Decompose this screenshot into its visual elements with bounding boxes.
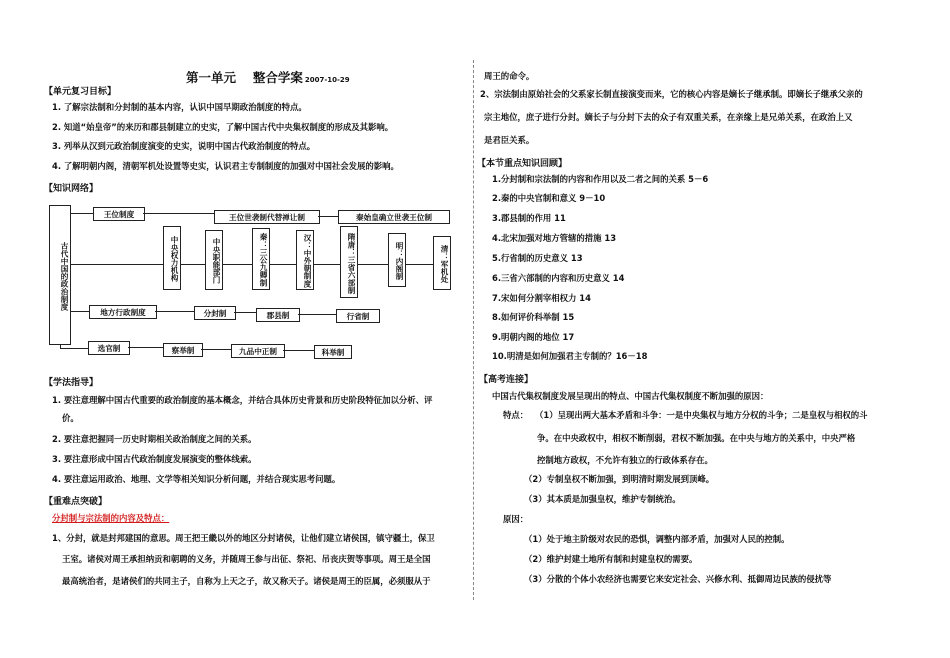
- review-item: 1.分封制和宗法制的内容和作用以及二者之间的关系 5－6: [492, 174, 709, 184]
- method-heading: 【学法指导】: [44, 378, 99, 388]
- local-box: 郡县制: [256, 308, 300, 322]
- exam-heading: 【高考连接】: [479, 375, 534, 385]
- network-heading: 【知识网络】: [44, 184, 99, 194]
- central-box: 中央权力机构: [163, 226, 181, 290]
- zongfa-line: 是君臣关系。: [484, 135, 535, 145]
- central-box: 明：内阁制: [388, 233, 406, 287]
- review-item: 8.如何评价科举制 15: [492, 312, 575, 322]
- review-heading: 【本节重点知识回顾】: [477, 159, 568, 169]
- feature-line: 争。在中央政权中，相权不断削弱，君权不断加强。在中央与地方的关系中，中央严格: [537, 433, 856, 443]
- connector-line: [234, 312, 256, 313]
- local-box: 分封制: [194, 306, 236, 320]
- connector-line: [60, 348, 88, 349]
- central-box: 中央职能部门: [205, 230, 223, 290]
- review-item: 6.三省六部制的内容和历史意义 14: [492, 273, 625, 283]
- official-box: 九品中正制: [231, 344, 285, 358]
- connector-line: [201, 349, 231, 350]
- method-item: 价。: [62, 413, 79, 423]
- review-item: 2.秦的中央官制和意义 9－10: [492, 193, 606, 203]
- reason-line: （2）维护封建土地所有制和封建皇权的需要。: [524, 554, 698, 564]
- connector-line: [71, 213, 93, 214]
- method-item: 3. 要注意形成中国古代政治制度发展演变的整体线索。: [52, 454, 257, 464]
- date: 2007-10-29: [304, 76, 350, 84]
- official-box: 选官制: [88, 341, 130, 355]
- central-box: 隋唐：三省六部制: [340, 226, 358, 298]
- key-subtitle: 分封制与宗法制的内容及特点：: [52, 513, 170, 523]
- goal-item: 3. 列举从汉到元政治制度演变的史实，说明中国古代政治制度的特点。: [52, 141, 316, 151]
- central-box: 清：军机处: [433, 236, 451, 290]
- exam-intro: 中国古代集权制度发展呈现出的特点、中国古代集权制度不断加强的原因：: [492, 391, 769, 401]
- key-heading: 【重难点突破】: [44, 497, 108, 507]
- key-line: 王室。诸侯对周王承担纳贡和朝聘的义务，并随周王参与出征、祭祀、吊丧庆贺等事项。周王是全国: [62, 554, 431, 564]
- review-item: 4.北宋加强对地方管辖的措施 13: [492, 233, 617, 243]
- central-box: 汉：中外朝制度: [296, 230, 314, 290]
- connector-line: [283, 350, 314, 351]
- connector-line: [298, 314, 336, 315]
- official-box: 察举制: [163, 343, 203, 357]
- continuation-line: 周王的命令。: [484, 71, 535, 81]
- connector-line: [71, 311, 89, 312]
- goal-item: 2. 知道“始皇帝”的来历和郡县制建立的史实，了解中国古代中央集权制度的形成及其影响。: [52, 122, 394, 132]
- zongfa-line: 2、宗法制由原始社会的父系家长制直接演变而来，它的核心内容是嫡长子继承制。即嫡长子继承父亲的: [480, 89, 863, 99]
- method-item: 4. 要注意运用政治、地理、文学等相关知识分析问题，并结合现实思考问题。: [52, 474, 341, 484]
- central-box: 秦：三公九卿制: [252, 228, 270, 290]
- top-box: 王位制度: [93, 207, 145, 221]
- feature-line: （2）专制皇权不断加强，到明清时期发展到顶峰。: [524, 474, 715, 484]
- official-box: 科举制: [314, 345, 352, 359]
- method-item: 2. 要注意把握同一历史时期相关政治制度之间的关系。: [52, 434, 257, 444]
- reason-line: （1）处于地主阶级对农民的恐惧，调整内部矛盾，加强对人民的控制。: [524, 534, 790, 544]
- local-box: 地方行政制度: [89, 305, 157, 319]
- review-item: 9.明朝内阁的地位 17: [492, 332, 575, 342]
- local-box: 行省制: [336, 309, 380, 323]
- review-item: 3.郡县制的作用 11: [492, 213, 566, 223]
- connector-line: [128, 347, 163, 348]
- connector-line: [143, 213, 214, 214]
- review-item: 5.行省制的历史意义 13: [492, 253, 583, 263]
- key-line: 最高统治者，是诸侯们的共同主子，自称为上天之子，故又称天子。诸侯是周王的臣属，必须服从于: [62, 576, 431, 586]
- reason-line: （3）分散的个体小农经济也需要它来安定社会、兴修水利、抵御周边民族的侵扰等: [524, 574, 832, 584]
- connector-line: [318, 216, 338, 217]
- page-title: 第一单元 整合学案 2007-10-29: [186, 70, 350, 85]
- goal-item: 4. 了解明朝内阁，清朝军机处设置等史实，认识君主专制制度的加强对中国社会发展的影响。: [52, 161, 399, 171]
- goal-item: 1. 了解宗法制和分封制的基本内容，认识中国早期政治制度的特点。: [52, 102, 307, 112]
- top-box: 王位世袭制代替禅让制: [214, 210, 320, 224]
- features-label: 特点：: [503, 410, 529, 420]
- key-line: 1、分封，就是封邦建国的意思。周王把王畿以外的地区分封诸侯，让他们建立诸侯国，镇守疆土，保卫: [52, 533, 435, 543]
- connector-line: [155, 311, 194, 312]
- review-item: 7.宋如何分割宰相权力 14: [492, 293, 591, 303]
- reasons-label: 原因：: [503, 514, 529, 524]
- column-divider: [473, 60, 475, 600]
- feature-line: 控制地方政权，不允许有独立的行政体系存在。: [537, 455, 713, 465]
- review-item: 10.明清是如何加强君主专制的？16－18: [492, 351, 648, 361]
- zongfa-line: 宗主地位，庶子进行分封。嫡长子与分封下去的众子有双重关系，在亲缘上是兄弟关系，在政治上又: [484, 112, 853, 122]
- root-box: 古代中国的政治制度: [49, 205, 71, 345]
- feature-line: （1）呈现出两大基本矛盾和斗争：一是中央集权与地方分权的斗争；二是皇权与相权的斗: [535, 410, 868, 420]
- goals-heading: 【单元复习目标】: [44, 87, 117, 97]
- feature-line: （3）其本质是加强皇权，维护专制统治。: [524, 494, 681, 504]
- top-box: 秦始皇确立世袭王位制: [338, 210, 450, 224]
- method-item: 1. 要注意理解中国古代重要的政治制度的基本概念，并结合具体历史背景和历史阶段特征加以分析、评: [52, 395, 433, 405]
